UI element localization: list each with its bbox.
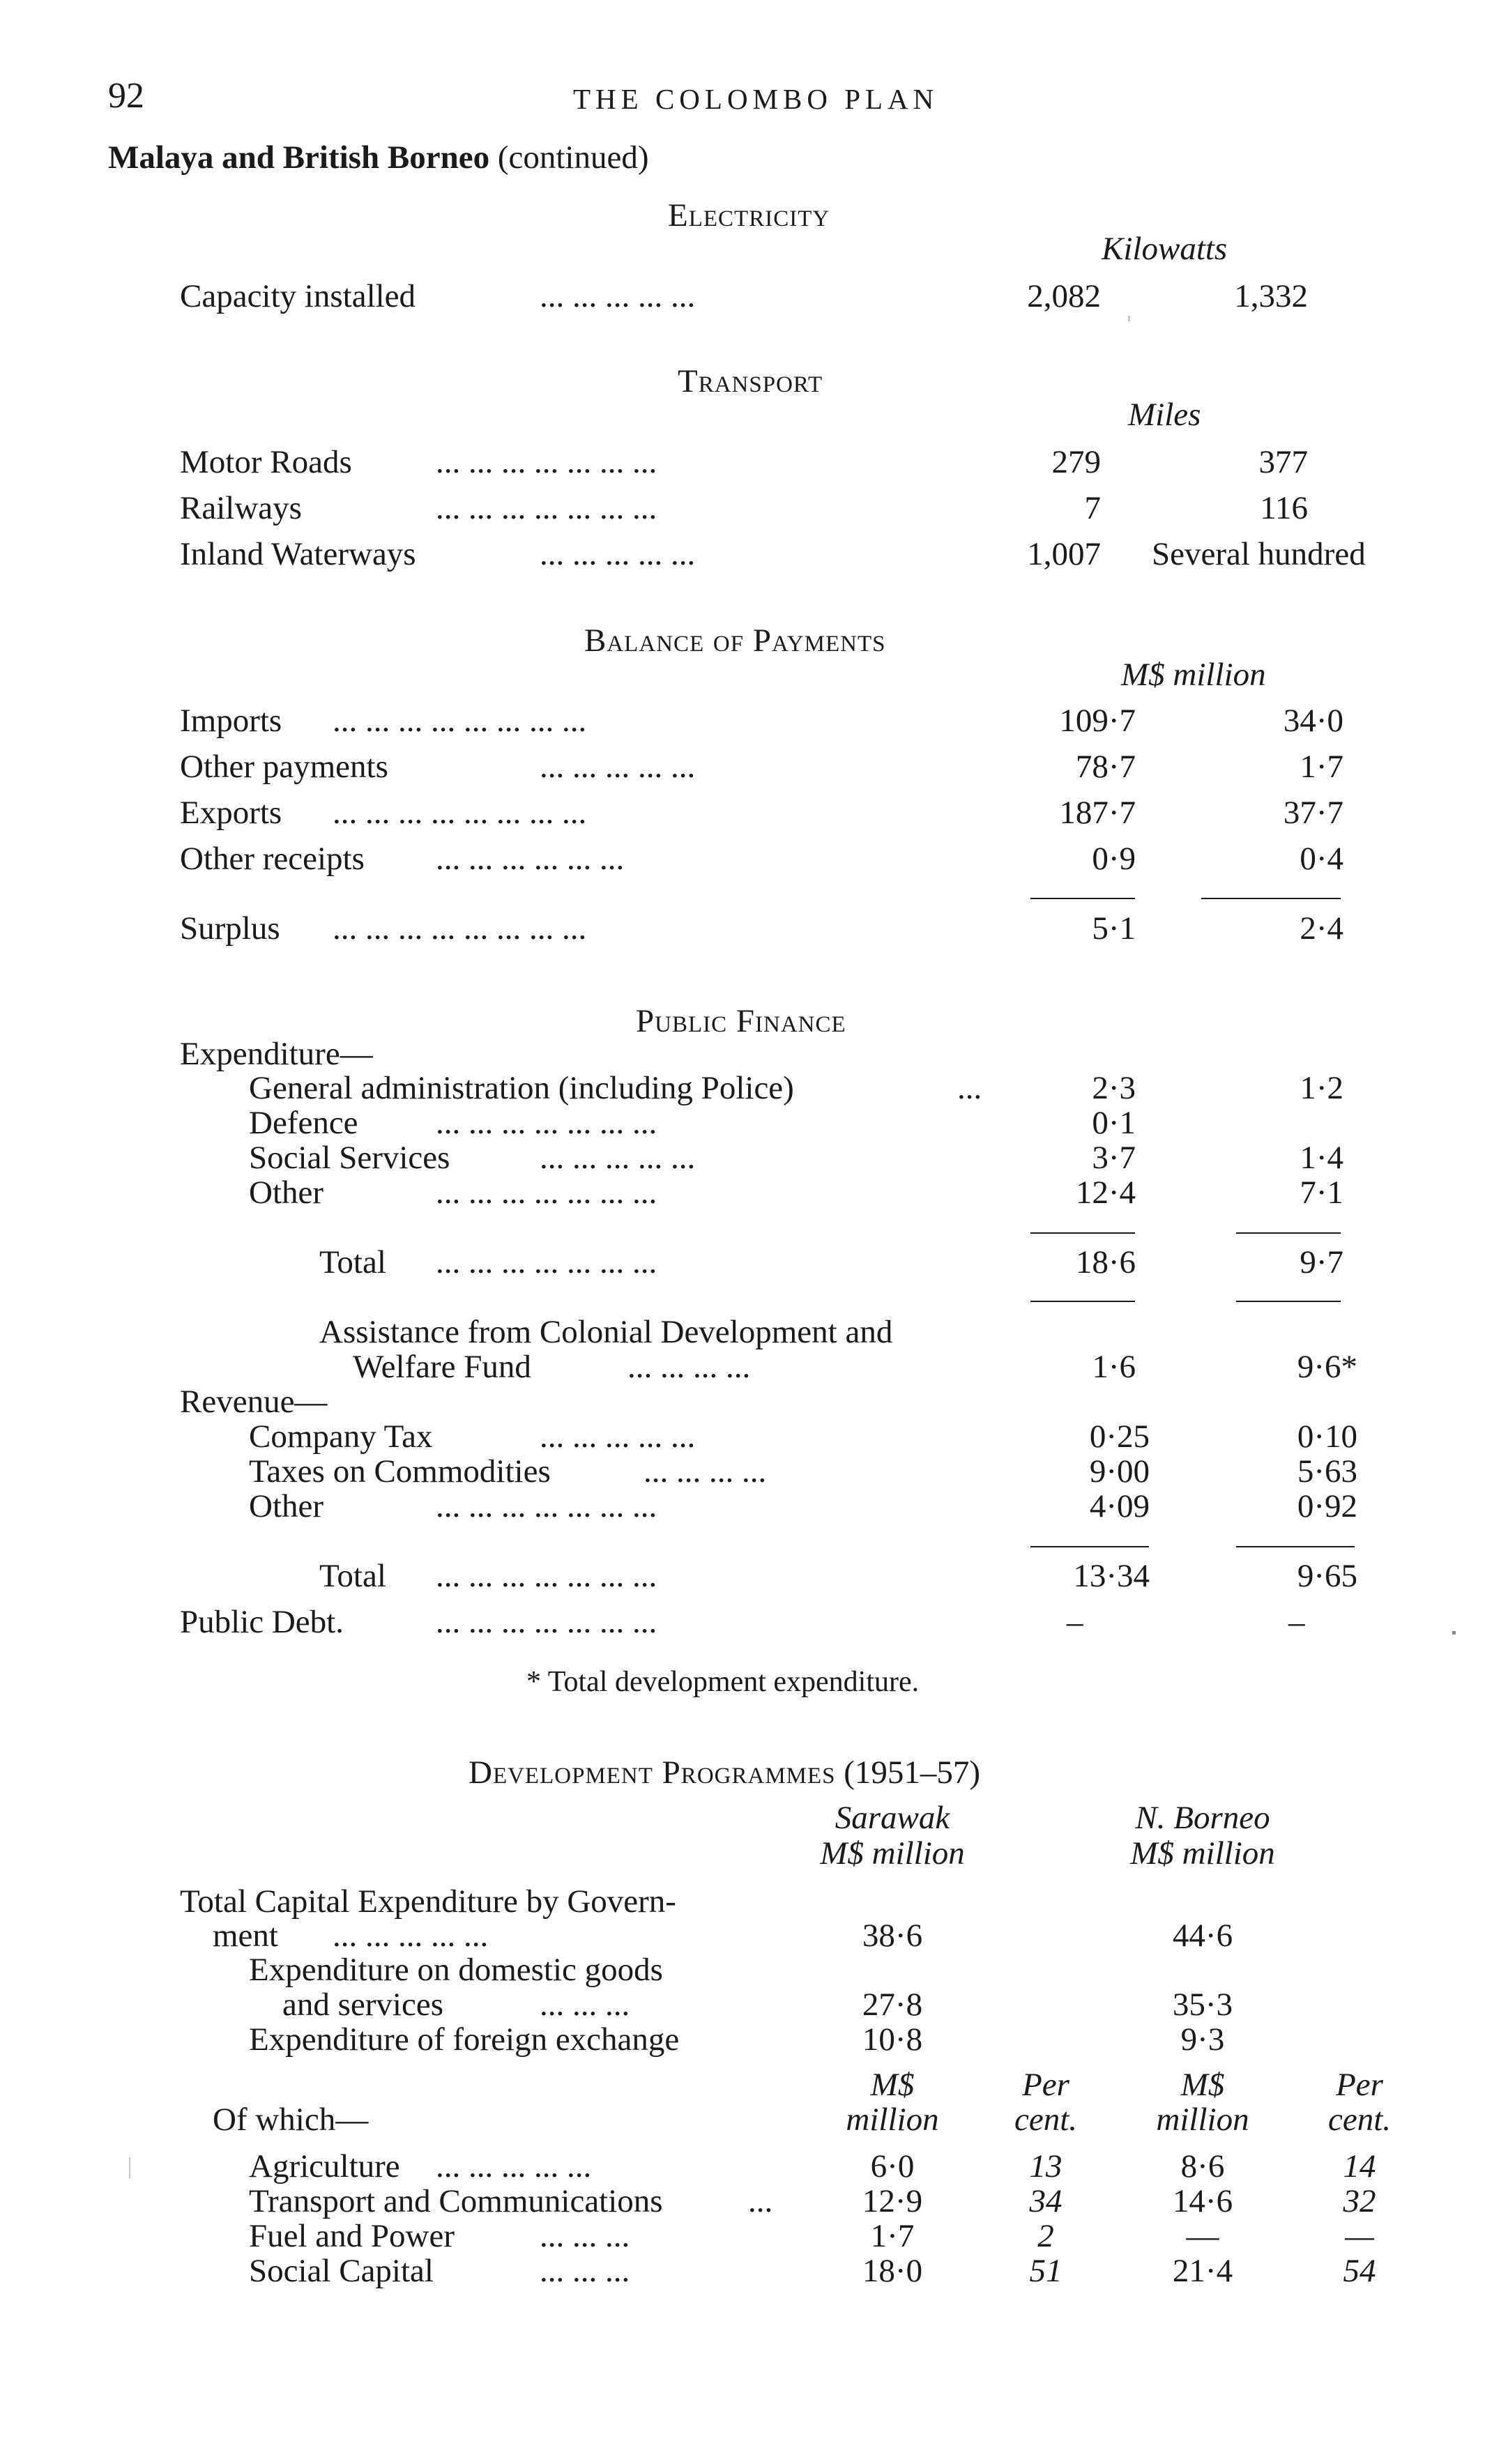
leader-dots: ... ... ... ... ... ... ...: [436, 1604, 657, 1640]
row-label: Other receipts: [180, 841, 365, 877]
row-label: Assistance from Colonial Development and: [319, 1314, 893, 1350]
row-label: Taxes on Commodities: [249, 1453, 551, 1490]
row-label-continued: Welfare Fund: [353, 1349, 531, 1385]
row-label: Defence: [249, 1105, 358, 1141]
sum-rule: [1201, 898, 1341, 899]
value-col-a: 1,007: [1027, 536, 1101, 572]
sum-rule: [1030, 1301, 1135, 1302]
value-col-a: 2,082: [1027, 278, 1101, 314]
electricity-heading: Electricity: [668, 197, 830, 234]
row-label: Social Capital: [249, 2253, 434, 2289]
row-label: Capacity installed: [180, 278, 416, 314]
leader-dots: ... ... ...: [540, 1987, 630, 2023]
leader-dots: ... ... ... ... ... ...: [436, 841, 625, 877]
leader-dots: ... ... ... ... ... ... ...: [436, 1558, 657, 1594]
value-col-a: 1·6: [1092, 1349, 1136, 1385]
value-col-a: 12·9: [862, 2183, 923, 2219]
development-heading-text: Development Programmes: [469, 1754, 836, 1791]
subheader-mdollar: M$: [870, 2067, 915, 2103]
leader-dots: ... ... ... ... ... ... ...: [436, 490, 657, 526]
value-col-b: 37·7: [1283, 795, 1343, 831]
percent-col-b: 54: [1343, 2253, 1376, 2289]
value-col-b: 9·6*: [1297, 1349, 1357, 1385]
leader-dots: ... ... ... ... ...: [540, 1140, 696, 1176]
row-label: Total: [319, 1244, 386, 1280]
row-label: Company Tax: [249, 1418, 433, 1455]
leader-dots: ... ... ... ... ...: [540, 749, 696, 785]
expenditure-label: Expenditure—: [180, 1036, 373, 1072]
revenue-label: Revenue—: [180, 1384, 328, 1420]
value-col-a: 12·4: [1075, 1174, 1136, 1211]
row-label: Expenditure of foreign exchange: [249, 2021, 680, 2058]
scan-speck: [129, 2157, 130, 2178]
value-col-a: 3·7: [1092, 1140, 1136, 1176]
value-col-a: 18·0: [862, 2253, 923, 2289]
electricity-unit: Kilowatts: [1102, 231, 1228, 267]
col-header-sarawak: Sarawak: [835, 1800, 950, 1836]
col-header-sarawak-unit: M$ million: [820, 1835, 965, 1872]
sum-rule: [1236, 1546, 1355, 1547]
leader-dots: ...: [957, 1070, 982, 1106]
row-label: Imports: [180, 703, 282, 739]
row-label: Motor Roads: [180, 444, 352, 480]
value-col-b: 116: [1260, 490, 1308, 526]
of-which-label: Of which—: [213, 2102, 369, 2138]
value-col-b: 1·7: [1300, 749, 1343, 785]
value-col-b: 2·4: [1300, 910, 1343, 947]
value-col-a: 187·7: [1059, 795, 1136, 831]
value-col-b: 9·3: [1180, 2021, 1225, 2058]
sum-rule: [1030, 1546, 1149, 1547]
running-head: THE COLOMBO PLAN: [573, 83, 939, 115]
scan-speck: [1452, 1631, 1456, 1635]
row-label-continued: and services: [282, 1987, 443, 2023]
region-name: Malaya and British Borneo: [108, 139, 490, 176]
subheader-per: Per: [1022, 2067, 1069, 2103]
value-col-a: 4·09: [1089, 1488, 1150, 1524]
leader-dots: ... ... ... ... ...: [540, 1418, 696, 1455]
row-label: Other: [249, 1488, 324, 1524]
percent-col-a: 2: [1037, 2218, 1054, 2254]
value-col-a: 5·1: [1092, 910, 1136, 947]
transport-unit: Miles: [1128, 397, 1201, 433]
sum-rule: [1236, 1301, 1341, 1302]
leader-dots: ... ... ... ... ...: [540, 536, 696, 572]
region-suffix: (continued): [497, 139, 649, 176]
value-col-b: 1,332: [1234, 278, 1308, 314]
value-col-a: 0·9: [1092, 841, 1136, 877]
value-col-b: 5·63: [1297, 1453, 1357, 1490]
value-col-b: Several hundred: [1152, 536, 1366, 572]
row-label: Total Capital Expenditure by Govern-: [180, 1883, 676, 1920]
leader-dots: ...: [748, 2183, 773, 2219]
row-label: Fuel and Power: [249, 2218, 455, 2254]
percent-col-a: 13: [1029, 2148, 1063, 2184]
leader-dots: ... ... ... ... ... ... ... ...: [333, 910, 587, 947]
row-label: Railways: [180, 490, 302, 526]
value-col-a: 78·7: [1075, 749, 1136, 785]
page-number: 92: [108, 76, 144, 116]
percent-col-b: —: [1345, 2218, 1374, 2254]
leader-dots: ... ... ... ... ... ... ... ...: [333, 703, 587, 739]
leader-dots: ... ... ... ... ... ... ...: [436, 1488, 657, 1524]
value-col-b: 14·6: [1172, 2183, 1233, 2219]
value-col-b: –: [1288, 1604, 1305, 1640]
row-label: Total: [319, 1558, 386, 1594]
row-label: Social Services: [249, 1140, 450, 1176]
row-label: Other: [249, 1174, 324, 1211]
value-col-a: 0·1: [1092, 1105, 1136, 1141]
row-label: Agriculture: [249, 2148, 400, 2184]
value-col-a: 7: [1084, 490, 1101, 526]
value-col-a: 9·00: [1089, 1453, 1150, 1490]
percent-col-a: 51: [1029, 2253, 1063, 2289]
row-label: Transport and Communications: [249, 2183, 663, 2219]
sum-rule: [1236, 1232, 1341, 1234]
leader-dots: ... ... ... ... ... ... ...: [436, 1244, 657, 1280]
leader-dots: ... ... ... ... ... ... ... ...: [333, 795, 587, 831]
value-col-b: 0·4: [1300, 841, 1343, 877]
scan-speck: [1128, 316, 1130, 321]
subheader-cent: cent.: [1014, 2102, 1078, 2138]
sum-rule: [1030, 1232, 1135, 1234]
value-col-a: 38·6: [862, 1918, 923, 1954]
subheader-per: Per: [1336, 2067, 1383, 2103]
value-col-a: –: [1067, 1604, 1083, 1640]
leader-dots: ... ... ... ... ...: [436, 2148, 592, 2184]
value-col-b: 8·6: [1180, 2148, 1225, 2184]
leader-dots: ... ... ...: [540, 2253, 630, 2289]
value-col-a: 13·34: [1073, 1558, 1150, 1594]
section-title: [108, 141, 648, 174]
value-col-a: 0·25: [1089, 1418, 1150, 1455]
leader-dots: ... ... ...: [540, 2218, 630, 2254]
row-label: Other payments: [180, 749, 388, 785]
subheader-mdollar: M$: [1180, 2067, 1225, 2103]
value-col-a: 27·8: [862, 1987, 923, 2023]
value-col-b: 1·4: [1300, 1140, 1343, 1176]
value-col-b: 44·6: [1172, 1918, 1233, 1954]
value-col-b: 1·2: [1300, 1070, 1343, 1106]
row-label: Surplus: [180, 910, 280, 947]
leader-dots: ... ... ... ...: [643, 1453, 767, 1490]
development-heading-years: (1951–57): [844, 1754, 981, 1791]
value-col-b: 7·1: [1300, 1174, 1343, 1211]
leader-dots: ... ... ... ... ...: [540, 278, 696, 314]
row-label: Exports: [180, 795, 282, 831]
value-col-b: 0·92: [1297, 1488, 1357, 1524]
footnote: * Total development expenditure.: [526, 1666, 920, 1698]
value-col-a: 10·8: [862, 2021, 923, 2058]
subheader-million: million: [846, 2102, 939, 2138]
transport-heading: Transport: [678, 363, 823, 399]
value-col-b: 377: [1258, 444, 1308, 480]
value-col-b: 35·3: [1172, 1987, 1233, 2023]
col-header-nborneo: N. Borneo: [1135, 1800, 1270, 1836]
subheader-cent: cent.: [1327, 2102, 1392, 2138]
row-label-continued: ment: [213, 1918, 278, 1954]
value-col-a: 18·6: [1075, 1244, 1136, 1280]
leader-dots: ... ... ... ... ... ... ...: [436, 444, 657, 480]
percent-col-a: 34: [1029, 2183, 1063, 2219]
value-col-b: 9·65: [1297, 1558, 1357, 1594]
value-col-b: —: [1186, 2218, 1219, 2254]
percent-col-b: 14: [1343, 2148, 1376, 2184]
value-col-a: 2·3: [1092, 1070, 1136, 1106]
row-label: General administration (including Police): [249, 1070, 794, 1106]
value-col-a: 279: [1051, 444, 1101, 480]
value-col-b: 21·4: [1172, 2253, 1233, 2289]
subheader-million: million: [1156, 2102, 1249, 2138]
leader-dots: ... ... ... ... ... ... ...: [436, 1174, 657, 1211]
value-col-a: 109·7: [1059, 703, 1136, 739]
value-col-b: 9·7: [1300, 1244, 1343, 1280]
sum-rule: [1030, 898, 1135, 899]
percent-col-b: 32: [1343, 2183, 1376, 2219]
value-col-a: 6·0: [870, 2148, 915, 2184]
development-heading: [469, 1754, 981, 1791]
leader-dots: ... ... ... ...: [627, 1349, 751, 1385]
col-header-nborneo-unit: M$ million: [1130, 1835, 1275, 1872]
leader-dots: ... ... ... ... ... ... ...: [436, 1105, 657, 1141]
row-label: Inland Waterways: [180, 536, 416, 572]
balance-of-payments-heading: Balance of Payments: [584, 622, 886, 659]
row-label: Public Debt.: [180, 1604, 344, 1640]
public-finance-heading: Public Finance: [636, 1003, 846, 1039]
value-col-a: 1·7: [870, 2218, 915, 2254]
leader-dots: ... ... ... ... ...: [333, 1918, 489, 1954]
row-label: Expenditure on domestic goods: [249, 1952, 663, 1988]
value-col-b: 0·10: [1297, 1418, 1357, 1455]
balance-unit: M$ million: [1121, 657, 1266, 693]
value-col-b: 34·0: [1283, 703, 1343, 739]
